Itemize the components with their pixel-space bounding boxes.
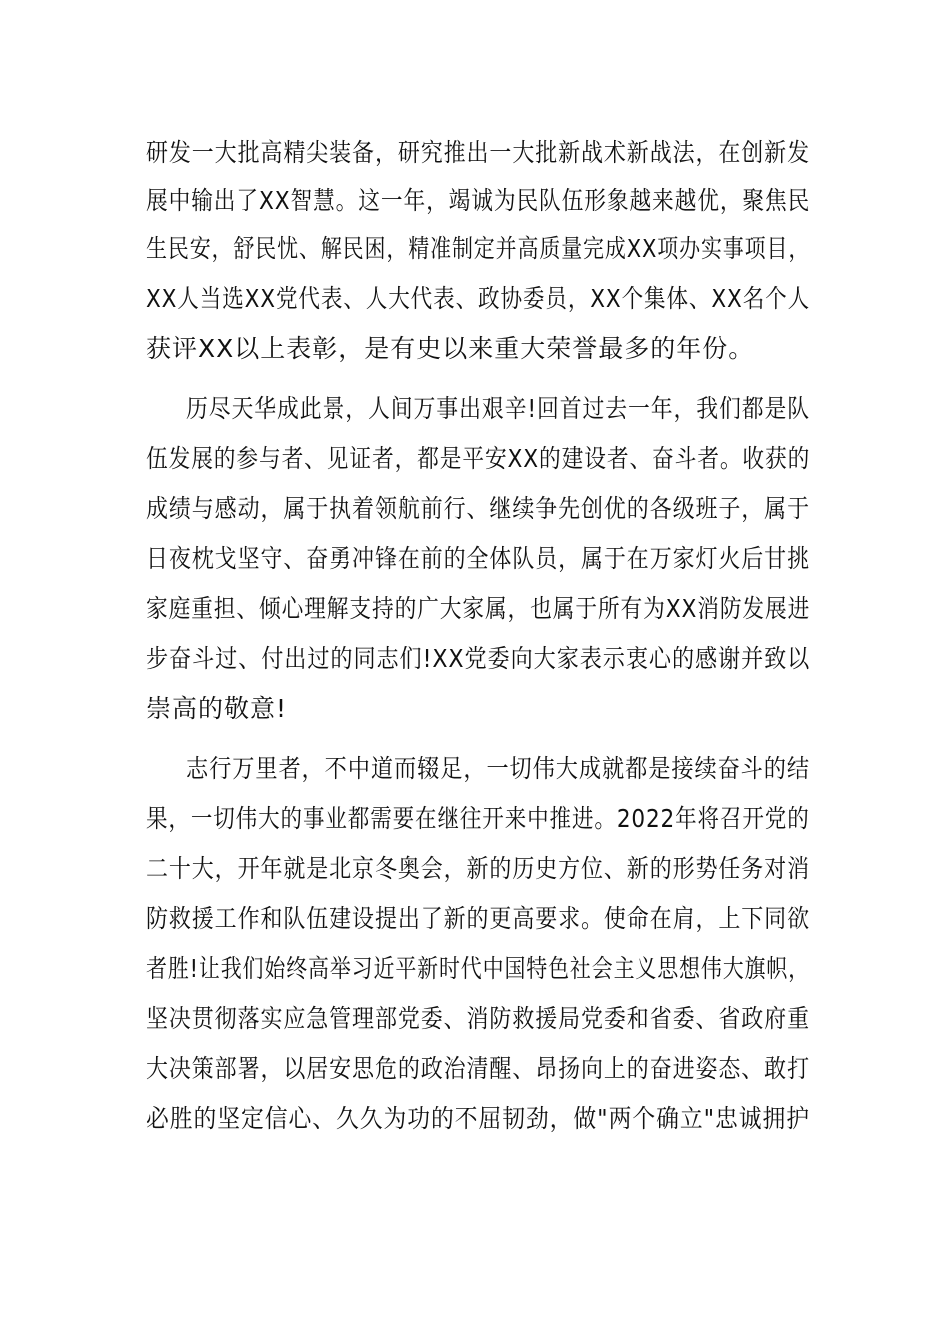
paragraph-2-line-6: 步奋斗过、付出过的同志们!XX党委向大家表示衷心的感谢并致以 <box>146 644 811 673</box>
paragraph-1-line-2: 展中输出了XX智慧。这一年，竭诚为民队伍形象越来越优，聚焦民 <box>146 186 811 215</box>
paragraph-3-line-7: 大决策部署，以居安思危的政治清醒、昂扬向上的奋进姿态、敢打 <box>146 1054 810 1083</box>
paragraph-3-line-6: 坚决贯彻落实应急管理部党委、消防救援局党委和省委、省政府重 <box>146 1004 810 1033</box>
paragraph-3-line-2: 果，一切伟大的事业都需要在继往开来中推进。2022年将召开党的 <box>146 804 810 833</box>
paragraph-1-line-1: 研发一大批高精尖装备，研究推出一大批新战术新战法，在创新发 <box>146 138 810 167</box>
paragraph-2-line-2: 伍发展的参与者、见证者，都是平安XX的建设者、奋斗者。收获的 <box>146 444 811 473</box>
paragraph-2-line-5: 家庭重担、倾心理解支持的广大家属，也属于所有为XX消防发展进 <box>146 594 811 623</box>
paragraph-3-line-5: 者胜!让我们始终高举习近平新时代中国特色社会主义思想伟大旗帜， <box>146 954 810 983</box>
paragraph-1-line-4: XX人当选XX党代表、人大代表、政协委员，XX个集体、XX名个人 <box>146 284 811 313</box>
paragraph-3-line-1: 志行万里者，不中道而辍足，一切伟大成就都是接续奋斗的结 <box>186 754 811 783</box>
paragraph-1-line-5: 获评XX以上表彰，是有史以来重大荣誉最多的年份。 <box>146 334 755 363</box>
paragraph-2-line-1: 历尽天华成此景，人间万事出艰辛!回首过去一年，我们都是队 <box>186 394 811 423</box>
paragraph-3-line-4: 防救援工作和队伍建设提出了新的更高要求。使命在肩，上下同欲 <box>146 904 810 933</box>
paragraph-2-line-4: 日夜枕戈坚守、奋勇冲锋在前的全体队员，属于在万家灯火后甘挑 <box>146 544 810 573</box>
paragraph-1-line-3: 生民安，舒民忧、解民困，精准制定并高质量完成XX项办实事项目， <box>146 234 811 263</box>
paragraph-3-line-3: 二十大，开年就是北京冬奥会，新的历史方位、新的形势任务对消 <box>146 854 810 883</box>
paragraph-2-line-3: 成绩与感动，属于执着领航前行、继续争先创优的各级班子，属于 <box>146 494 810 523</box>
paragraph-3-line-8: 必胜的坚定信心、久久为功的不屈韧劲，做"两个确立"忠诚拥护 <box>146 1104 810 1133</box>
paragraph-2-line-7: 崇高的敬意! <box>146 694 288 723</box>
